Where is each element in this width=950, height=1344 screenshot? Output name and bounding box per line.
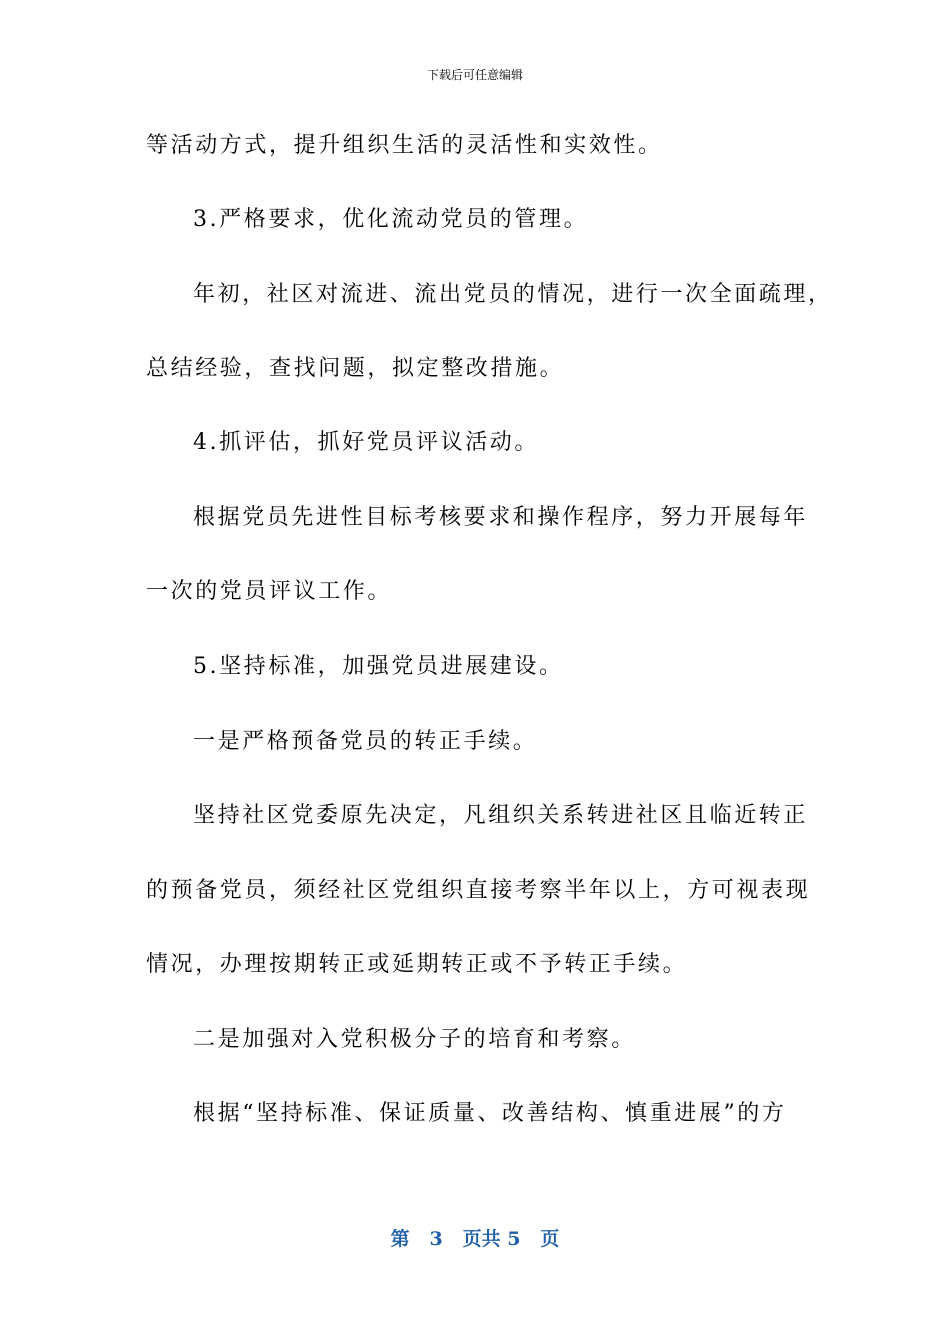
footer-current-page: 3 [429, 1228, 443, 1250]
paragraph-line: 坚持社区党委原先决定，凡组织关系转进社区且临近转正 [193, 803, 809, 828]
paragraph-line: 情况，办理按期转正或延期转正或不予转正手续。 [146, 952, 688, 977]
footer-suffix: 页 [540, 1228, 560, 1250]
paragraph-line: 一是严格预备党员的转正手续。 [193, 729, 538, 754]
footer-middle: 页共 [462, 1228, 501, 1250]
paragraph-line: 总结经验，查找问题，拟定整改措施。 [146, 356, 565, 381]
paragraph-line: 等活动方式，提升组织生活的灵活性和实效性。 [146, 133, 663, 158]
paragraph-line: 根据“坚持标准、保证质量、改善结构、慎重进展”的方 [193, 1101, 787, 1126]
section-heading-3: 3.严格要求，优化流动党员的管理。 [193, 207, 589, 232]
paragraph-line: 年初，社区对流进、流出党员的情况，进行一次全面疏理， [193, 282, 833, 307]
section-heading-4: 4.抓评估，抓好党员评议活动。 [193, 430, 539, 455]
paragraph-line: 的预备党员，须经社区党组织直接考察半年以上，方可视表现 [146, 878, 811, 903]
footer-total-pages: 5 [507, 1228, 521, 1250]
paragraph-line: 一次的党员评议工作。 [146, 579, 393, 604]
page-number-footer [0, 1226, 950, 1252]
page-header: 下载后可任意编辑 [426, 68, 523, 82]
paragraph-line: 根据党员先进性目标考核要求和操作程序，努力开展每年 [193, 505, 809, 530]
section-heading-5: 5.坚持标准，加强党员进展建设。 [193, 654, 564, 679]
footer-prefix: 第 [390, 1228, 410, 1250]
paragraph-line: 二是加强对入党积极分子的培育和考察。 [193, 1027, 636, 1052]
